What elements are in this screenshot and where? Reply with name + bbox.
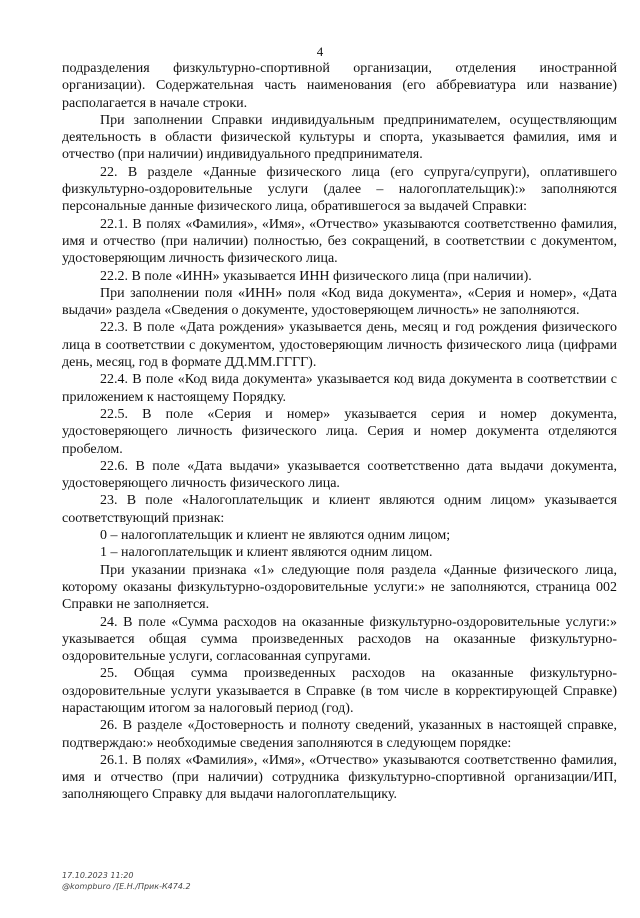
- print-footer: [62, 870, 191, 892]
- paragraph: 24. В поле «Сумма расходов на оказанные физкультурно-оздоровительные услуги:» указывается общая сумма произведенных расходов на оказанные физкультурно-оздоровительные услуги, согласованная супругами.: [62, 614, 617, 665]
- print-timestamp: 17.10.2023 11:20: [62, 871, 134, 880]
- paragraph: 22. В разделе «Данные физического лица (его супруга/супруги), оплатившего физкультурно-оздоровительные услуги (далее – налогоплательщик):» заполняются персональные данные физического лица, обратившегося за выдачей Справки:: [62, 164, 617, 215]
- paragraph: 22.3. В поле «Дата рождения» указывается день, месяц и год рождения физического лица в соответствии с документом, удостоверяющим личность физического лица (цифрами день, месяц, год в формате ДД.ММ.ГГГГ).: [62, 320, 617, 371]
- paragraph: При заполнении Справки индивидуальным предпринимателем, осуществляющим деятельность в области физической культуры и спорта, указывается фамилия, имя и отчество (при наличии) индивидуального предпринимателя.: [62, 112, 617, 163]
- paragraph: 22.1. В полях «Фамилия», «Имя», «Отчество» указываются соответственно фамилия, имя и отчество (при наличии) полностью, без сокращений, в соответствии с документом, удостоверяющим личность физического лица.: [62, 216, 617, 267]
- paragraph: 22.2. В поле «ИНН» указывается ИНН физического лица (при наличии).: [100, 268, 532, 284]
- paragraph: При указании признака «1» следующие поля раздела «Данные физического лица, которому оказаны физкультурно-оздоровительные услуги:» не заполняются, страница 002 Справки не заполняется.: [62, 562, 617, 613]
- page-number: 4: [316, 44, 324, 59]
- paragraph: 22.4. В поле «Код вида документа» указывается код вида документа в соответствии с приложением к настоящему Порядку.: [62, 372, 617, 405]
- paragraph: 22.5. В поле «Серия и номер» указывается серия и номер документа, удостоверяющего личность физического лица. Серия и номер документа отделяются пробелом.: [62, 406, 617, 457]
- list-item: 1 – налогоплательщик и клиент являются одним лицом.: [100, 545, 433, 561]
- paragraph: подразделения физкультурно-спортивной организации, отделения иностранной организации). Содержательная часть наименования (его аббревиатура или название) располагается в начале строки.: [62, 61, 617, 111]
- document-body: [62, 60, 617, 804]
- paragraph: 22.6. В поле «Дата выдачи» указывается соответственно дата выдачи документа, удостоверяющего личность физического лица.: [62, 458, 617, 492]
- paragraph: 26.1. В полях «Фамилия», «Имя», «Отчество» указываются соответственно фамилия, имя и отчество (при наличии) сотрудника физкультурно-спортивной организации/ИП, заполняющего Справку для выдачи налогоплательщику.: [62, 752, 617, 803]
- list-item: 0 – налогоплательщик и клиент не являются одним лицом;: [100, 528, 451, 544]
- paragraph: 23. В поле «Налогоплательщик и клиент являются одним лицом» указывается соответствующий признак:: [62, 493, 617, 526]
- paragraph: 25. Общая сумма произведенных расходов на оказанные физкультурно-оздоровительные услуги указывается в Справке (в том числе в корректирующей Справке) нарастающим итогом за налоговый период (год).: [62, 666, 617, 716]
- paragraph: При заполнении поля «ИНН» поля «Код вида документа», «Серия и номер», «Дата выдачи» раздела «Сведения о документе, удостоверяющем личность» не заполняются.: [62, 285, 617, 319]
- print-path: @kompburo /[Е.Н./Прик-К474.2: [62, 882, 191, 891]
- paragraph: 26. В разделе «Достоверность и полноту сведений, указанных в настоящей справке, подтверждаю:» необходимые сведения заполняются в следующем порядке:: [62, 718, 617, 751]
